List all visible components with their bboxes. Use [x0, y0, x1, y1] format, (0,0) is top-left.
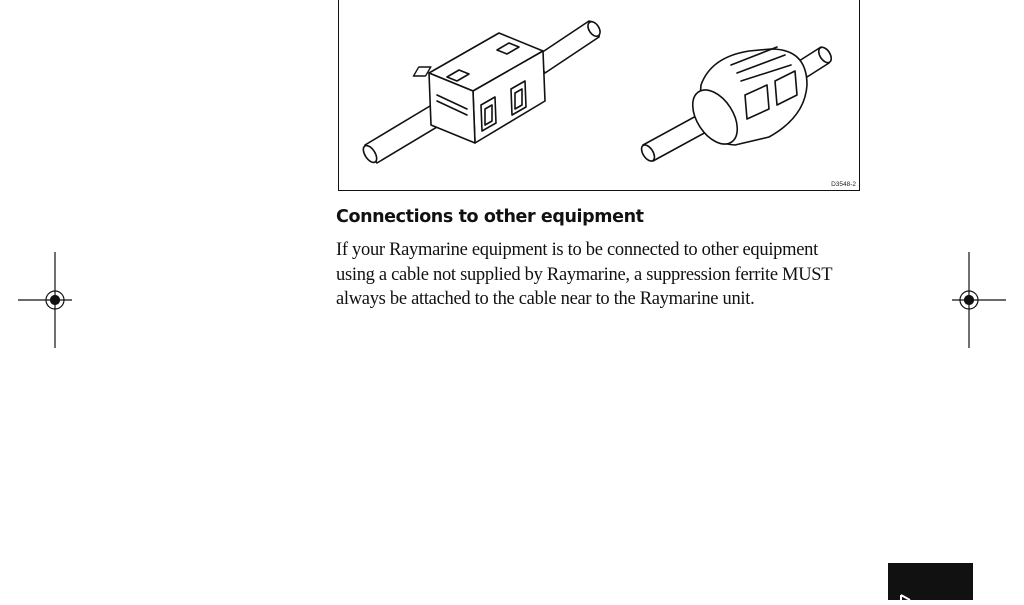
next-page-tab[interactable] [888, 563, 973, 600]
cylindrical-ferrite-icon [639, 45, 834, 163]
snap-on-ferrite-box-icon [361, 20, 603, 165]
body-line: using a cable not supplied by Raymarine, a suppression ferrite MUST [336, 264, 833, 285]
ferrite-figure [338, 0, 860, 191]
body-line: If your Raymarine equipment is to be connected to other equipment [336, 240, 818, 260]
section-body [336, 238, 876, 312]
section-heading: Connections to other equipment [336, 207, 644, 227]
figure-code: D3548-2 [831, 181, 856, 188]
registration-crosshair-icon [18, 252, 92, 348]
ferrite-illustration [339, 0, 861, 192]
body-line: always be attached to the cable near to the Raymarine unit. [336, 289, 755, 309]
next-page-arrow-icon [888, 563, 973, 600]
registration-crosshair-icon [932, 252, 1006, 348]
